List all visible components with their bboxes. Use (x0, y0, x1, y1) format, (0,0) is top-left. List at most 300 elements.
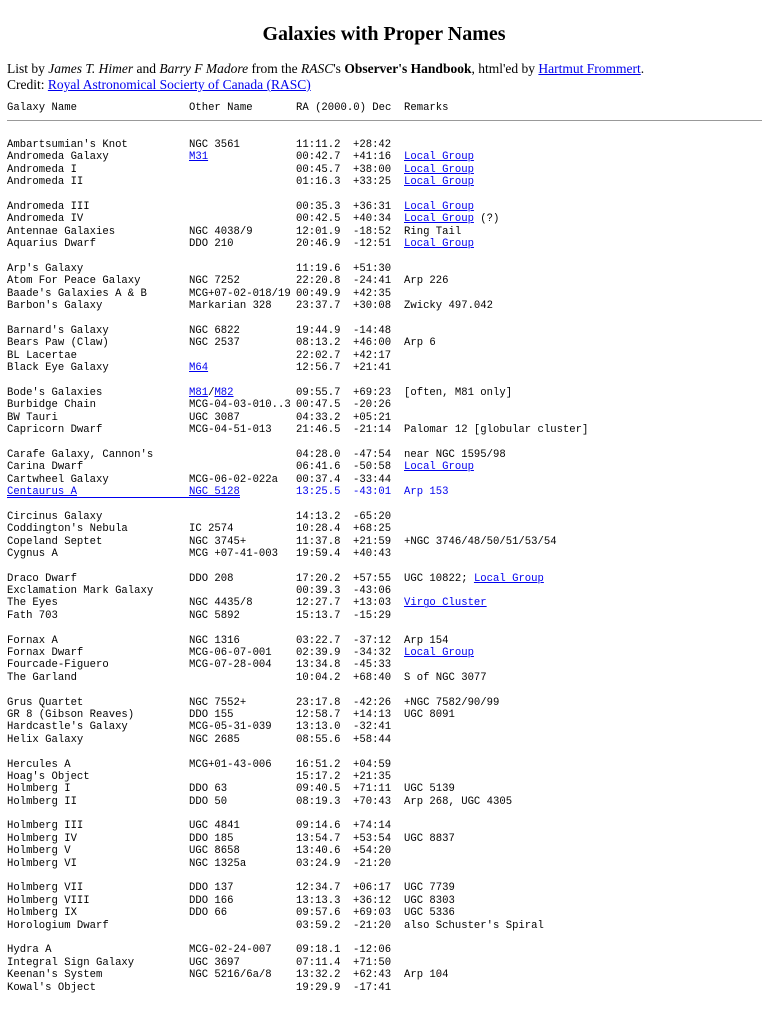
other-name: NGC 3745+ (189, 535, 247, 548)
table-row (0, 659, 768, 671)
remarks-text: UGC 5336 (404, 907, 455, 920)
table-row (0, 709, 768, 721)
dec-value: -21:20 (353, 919, 392, 932)
table-row (0, 300, 768, 312)
galaxy-name: Ambartsumian's Knot (7, 139, 128, 151)
ra-value: 11:19.6 (296, 262, 341, 275)
dec-value: -47:54 (353, 448, 392, 461)
galaxy-name: Holmberg V (7, 845, 71, 858)
other-name (189, 362, 208, 374)
ra-value: 09:55.7 (296, 386, 341, 399)
ra-value: 22:02.7 (296, 349, 341, 362)
remarks-text: Arp 268, UGC 4305 (404, 795, 513, 808)
ra-value: 13:34.8 (296, 659, 341, 672)
ra-value: 12:58.7 (296, 708, 341, 721)
other-name: DDO 210 (189, 238, 234, 251)
galaxy-name: Burbidge Chain (7, 399, 97, 412)
ra-value: 03:22.7 (296, 634, 341, 647)
remarks-link[interactable]: Local Group (404, 647, 474, 660)
table-row (0, 597, 768, 609)
table-row (0, 573, 768, 585)
ra-value: 22:20.8 (296, 275, 341, 288)
hartmut-frommert-link[interactable]: Hartmut Frommert (538, 61, 641, 76)
table-row (0, 585, 768, 597)
ra-value: 23:37.7 (296, 300, 341, 313)
other-name-link[interactable]: M64 (189, 362, 209, 375)
ra-value: 19:29.9 (296, 981, 341, 994)
dec-value: -34:32 (353, 647, 392, 660)
remarks (404, 697, 499, 709)
other-name: NGC 4038/9 (189, 225, 253, 238)
galaxy-name: Arp's Galaxy (7, 262, 84, 275)
dec-value: +40:34 (353, 213, 392, 226)
dec-value: +68:40 (353, 671, 392, 684)
dec-value: -21:20 (353, 857, 392, 870)
table-row (0, 226, 768, 238)
table-group (0, 449, 768, 499)
galaxy-name: Fourcade-Figuero (7, 659, 109, 672)
remarks-text: +NGC 7582/90/99 (404, 696, 500, 709)
galaxy-name: Integral Sign Galaxy (7, 956, 135, 969)
table-row (0, 771, 768, 783)
remarks (404, 176, 474, 188)
dec-value: -45:33 (353, 659, 392, 672)
remarks (404, 895, 455, 907)
remarks-text: +NGC 3746/48/50/51/53/54 (404, 535, 557, 548)
remarks (404, 969, 449, 981)
table-row (0, 176, 768, 188)
table-row (0, 412, 768, 424)
other-name: NGC 5128 (189, 485, 240, 498)
ra-value: 09:40.5 (296, 783, 341, 796)
remarks (404, 449, 506, 461)
table-row (0, 895, 768, 907)
dec-value: +57:55 (353, 572, 392, 585)
remarks (404, 337, 436, 349)
remarks (404, 536, 557, 548)
table-row (0, 647, 768, 659)
ra-value: 19:59.4 (296, 547, 341, 560)
galaxy-name: Aquarius Dwarf (7, 238, 97, 251)
ra-value: 08:55.6 (296, 733, 341, 746)
galaxy-table (0, 139, 768, 1006)
other-name: NGC 1325a (189, 857, 247, 870)
remarks-text: Arp 153 (404, 485, 449, 498)
galaxy-name: Antennae Galaxies (7, 225, 116, 238)
dec-value: +54:20 (353, 845, 392, 858)
remarks-link[interactable]: Virgo Cluster (404, 597, 487, 610)
remarks-text: near NGC 1595/98 (404, 448, 506, 461)
ra-value: 11:37.8 (296, 535, 341, 548)
galaxy-name: Keenan's System (7, 969, 103, 982)
page-title: Galaxies with Proper Names (262, 23, 506, 45)
handbook-title: Observer's Handbook (344, 61, 472, 76)
ra-value: 00:35.3 (296, 200, 341, 213)
galaxy-name: Barbon's Galaxy (7, 300, 103, 313)
header-galaxy-name: Galaxy Name (7, 102, 77, 114)
table-group (0, 387, 768, 437)
galaxy-name: Carina Dwarf (7, 461, 84, 474)
other-name: MCG-04-51-013 (189, 423, 272, 436)
remarks (404, 783, 455, 795)
ra-value: 00:37.4 (296, 473, 341, 486)
galaxy-name: Hoag's Object (7, 770, 90, 783)
remarks (404, 151, 474, 163)
remarks-text: also Schuster's Spiral (404, 919, 544, 932)
dec-value: +04:59 (353, 758, 392, 771)
header-divider (7, 120, 762, 121)
dec-value: +21:35 (353, 770, 392, 783)
credits-block (7, 61, 762, 93)
other-name: NGC 1316 (189, 634, 240, 647)
table-row (0, 325, 768, 337)
credits-text: List by (7, 61, 49, 76)
ra-value: 00:47.5 (296, 399, 341, 412)
remarks-link[interactable]: Local Group (473, 572, 544, 585)
dec-value: +36:12 (353, 894, 392, 907)
dec-value: +30:08 (353, 300, 392, 313)
dec-value: +28:42 (353, 139, 392, 151)
dec-value: +68:25 (353, 523, 392, 536)
other-name: NGC 2685 (189, 733, 240, 746)
dec-value: +05:21 (353, 411, 392, 424)
other-name: MCG+01-43-006 (189, 758, 272, 771)
galaxy-name: Copeland Septet (7, 535, 103, 548)
table-row (0, 350, 768, 362)
galaxy-name: Baade's Galaxies A & B (7, 287, 147, 300)
other-name-separator: / (208, 386, 215, 399)
ra-value: 00:49.9 (296, 287, 341, 300)
remarks-link[interactable]: Local Group (404, 200, 474, 213)
dec-value: -42:26 (353, 696, 392, 709)
table-row[interactable] (0, 486, 768, 498)
table-row (0, 362, 768, 374)
table-row (0, 164, 768, 176)
table-row (0, 151, 768, 163)
remarks-text: UGC 8091 (404, 708, 455, 721)
table-row (0, 882, 768, 894)
remarks (404, 907, 455, 919)
table-row (0, 424, 768, 436)
remarks (404, 486, 449, 498)
galaxy-name: Fornax A (7, 634, 58, 647)
dec-value: -37:12 (353, 634, 392, 647)
remarks (404, 213, 499, 225)
table-row (0, 511, 768, 523)
remarks (404, 672, 487, 684)
credits-text: . (640, 61, 645, 76)
other-name: MCG-07-28-004 (189, 659, 272, 672)
remarks (404, 387, 512, 399)
remarks-link[interactable]: Local Group (404, 176, 474, 189)
table-row (0, 474, 768, 486)
dec-value: +06:17 (353, 882, 392, 895)
galaxy-name: Andromeda II (7, 176, 84, 189)
remarks (404, 424, 588, 436)
galaxy-name: Centaurus A (7, 485, 77, 498)
ra-value: 21:46.5 (296, 423, 341, 436)
dec-value: +69:23 (353, 386, 392, 399)
table-group (0, 263, 768, 313)
table-row (0, 907, 768, 919)
dec-value: +21:41 (353, 362, 392, 375)
dec-value: +42:17 (353, 349, 392, 362)
other-name: DDO 155 (189, 708, 234, 721)
table-group (0, 820, 768, 870)
remarks-text: UGC 7739 (404, 882, 455, 895)
table-group (0, 759, 768, 809)
table-row (0, 139, 768, 151)
credits-text: 's (333, 61, 345, 76)
table-row (0, 523, 768, 535)
galaxy-name: Holmberg III (7, 820, 84, 833)
remarks (404, 226, 461, 238)
other-name: DDO 208 (189, 572, 234, 585)
ra-value: 16:51.2 (296, 758, 341, 771)
dec-value: +71:11 (353, 783, 392, 796)
galaxy-name: Holmberg IX (7, 907, 77, 920)
ra-value: 00:45.7 (296, 163, 341, 176)
dec-value: +41:16 (353, 151, 392, 164)
galaxy-name: Hercules A (7, 758, 71, 771)
galaxy-name: BL Lacertae (7, 349, 77, 362)
galaxy-name: Holmberg IV (7, 832, 77, 845)
remarks (404, 238, 474, 250)
remarks-link[interactable]: Local Group (404, 238, 474, 251)
dec-value: -24:41 (353, 275, 392, 288)
ra-value: 17:20.2 (296, 572, 341, 585)
galaxy-name: The Eyes (7, 597, 58, 610)
table-row (0, 201, 768, 213)
galaxy-name: Exclamation Mark Galaxy (7, 585, 154, 598)
table-group (0, 511, 768, 561)
galaxy-name: BW Tauri (7, 411, 58, 424)
remarks (404, 164, 474, 176)
galaxy-name: Andromeda I (7, 163, 77, 176)
ra-value: 09:18.1 (296, 944, 341, 957)
dec-value: -18:52 (353, 225, 392, 238)
remarks-link[interactable]: Local Group (404, 461, 474, 474)
galaxy-name: Fath 703 (7, 609, 58, 622)
galaxy-name: Bode's Galaxies (7, 386, 103, 399)
ra-value: 11:11.2 (296, 139, 341, 151)
dec-value: -50:58 (353, 461, 392, 474)
galaxy-name: Cartwheel Galaxy (7, 473, 109, 486)
galaxy-name: Holmberg II (7, 795, 77, 808)
galaxy-name: Andromeda IV (7, 213, 84, 226)
dec-value: -32:41 (353, 721, 392, 734)
dec-value: +51:30 (353, 262, 392, 275)
table-group (0, 697, 768, 747)
remarks-text: [often, M81 only] (404, 386, 513, 399)
ra-value: 04:28.0 (296, 448, 341, 461)
table-group (0, 635, 768, 685)
table-row (0, 288, 768, 300)
remarks-text: Ring Tail (404, 225, 462, 238)
remarks-text: Arp 226 (404, 275, 449, 288)
dec-value: +36:31 (353, 200, 392, 213)
ra-value: 12:34.7 (296, 882, 341, 895)
remarks-text: UGC 5139 (404, 783, 455, 796)
dec-value: +40:43 (353, 547, 392, 560)
ra-value: 10:04.2 (296, 671, 341, 684)
dec-value: -33:44 (353, 473, 392, 486)
other-name: NGC 4435/8 (189, 597, 253, 610)
other-name: NGC 5216/6a/8 (189, 969, 272, 982)
remarks-text: UGC 8837 (404, 832, 455, 845)
galaxy-name: Holmberg I (7, 783, 71, 796)
galaxy-name: Barnard's Galaxy (7, 324, 109, 337)
table-row (0, 635, 768, 647)
galaxy-name: The Garland (7, 671, 77, 684)
galaxy-name: Kowal's Object (7, 981, 97, 994)
galaxy-name: Carafe Galaxy, Cannon's (7, 448, 154, 461)
ra-value: 13:13.3 (296, 894, 341, 907)
galaxy-name: Helix Galaxy (7, 733, 84, 746)
table-group (0, 944, 768, 994)
dec-value: +14:13 (353, 708, 392, 721)
remarks (404, 461, 474, 473)
table-row (0, 387, 768, 399)
other-name: DDO 66 (189, 907, 228, 920)
galaxy-name: Black Eye Galaxy (7, 362, 109, 375)
other-name: Markarian 328 (189, 300, 272, 313)
other-name: MCG-02-24-007 (189, 944, 272, 957)
ra-value: 10:28.4 (296, 523, 341, 536)
table-group (0, 882, 768, 932)
dec-value: -15:29 (353, 609, 392, 622)
other-name: DDO 166 (189, 894, 234, 907)
galaxy-name: Hydra A (7, 944, 52, 957)
dec-value: -17:41 (353, 981, 392, 994)
other-name-link[interactable]: M31 (189, 151, 209, 164)
other-name (189, 387, 234, 399)
dec-value: +33:25 (353, 176, 392, 189)
dec-value: +53:54 (353, 832, 392, 845)
remarks (404, 920, 544, 932)
table-row (0, 536, 768, 548)
table-row (0, 734, 768, 746)
other-name: MCG +07-41-003 (189, 547, 279, 560)
galaxy-name: Holmberg VIII (7, 894, 90, 907)
dec-value: +74:14 (353, 820, 392, 833)
ra-value: 13:40.6 (296, 845, 341, 858)
rasc-link[interactable]: Royal Astronomical Socierty of Canada (RASC) (47, 77, 311, 92)
other-name: DDO 185 (189, 832, 234, 845)
dec-value: -20:26 (353, 399, 392, 412)
table-row (0, 399, 768, 411)
remarks-link[interactable]: Local Group (404, 151, 474, 164)
galaxy-name: Holmberg VII (7, 882, 84, 895)
header-remarks: Remarks (404, 102, 449, 114)
other-name: IC 2574 (189, 523, 234, 536)
remarks (404, 796, 512, 808)
table-row (0, 610, 768, 622)
remarks-link[interactable]: Local Group (404, 213, 474, 226)
remarks (404, 573, 544, 585)
table-row (0, 461, 768, 473)
dec-value: -14:48 (353, 324, 392, 337)
remarks-link[interactable]: Local Group (404, 163, 474, 176)
other-name: NGC 2537 (189, 337, 240, 350)
table-group (0, 201, 768, 251)
galaxy-name: Bears Paw (Claw) (7, 337, 109, 350)
dec-value: +42:35 (353, 287, 392, 300)
other-name: NGC 3561 (189, 139, 240, 151)
ra-value: 00:42.5 (296, 213, 341, 226)
ra-value: 09:14.6 (296, 820, 341, 833)
other-name: DDO 50 (189, 795, 228, 808)
table-row (0, 263, 768, 275)
dec-value: +58:44 (353, 733, 392, 746)
ra-value: 19:44.9 (296, 324, 341, 337)
credits-line-1 (7, 61, 762, 77)
ra-value: 03:24.9 (296, 857, 341, 870)
ra-value: 09:57.6 (296, 907, 341, 920)
table-row (0, 721, 768, 733)
remarks (404, 300, 493, 312)
remarks-text: Palomar 12 [globular cluster] (404, 423, 589, 436)
ra-value: 08:13.2 (296, 337, 341, 350)
galaxy-name: Horologium Dwarf (7, 919, 109, 932)
remarks (404, 275, 449, 287)
table-row (0, 920, 768, 932)
galaxy-name: Grus Quartet (7, 696, 84, 709)
ra-value: 07:11.4 (296, 956, 341, 969)
ra-value: 08:19.3 (296, 795, 341, 808)
other-name: DDO 137 (189, 882, 234, 895)
dec-value: -43:06 (353, 585, 392, 598)
remarks-text: Zwicky 497.042 (404, 300, 494, 313)
dec-value: -21:14 (353, 423, 392, 436)
dec-value: -12:51 (353, 238, 392, 251)
other-name-link[interactable]: M81 (189, 386, 209, 399)
galaxy-name: Draco Dwarf (7, 572, 77, 585)
remarks (404, 635, 449, 647)
galaxy-name: Hardcastle's Galaxy (7, 721, 128, 734)
table-row (0, 449, 768, 461)
credits-text: , html'ed by (471, 61, 539, 76)
galaxy-name: Circinus Galaxy (7, 510, 103, 523)
remarks (404, 647, 474, 659)
other-name: DDO 63 (189, 783, 228, 796)
dec-value: +71:50 (353, 956, 392, 969)
ra-value: 12:56.7 (296, 362, 341, 375)
table-header (0, 101, 768, 115)
author-james-himer: James T. Himer (48, 61, 134, 76)
ra-value: 01:16.3 (296, 176, 341, 189)
galaxy-name: Cygnus A (7, 547, 58, 560)
remarks (404, 597, 487, 609)
ra-value: 12:27.7 (296, 597, 341, 610)
ra-value: 14:13.2 (296, 510, 341, 523)
ra-value: 13:32.2 (296, 969, 341, 982)
ra-value: 13:13.0 (296, 721, 341, 734)
table-row (0, 833, 768, 845)
table-row (0, 238, 768, 250)
dec-value: +69:03 (353, 907, 392, 920)
other-name: MCG-04-03-010..3 (189, 399, 291, 412)
table-row (0, 697, 768, 709)
ra-value: 02:39.9 (296, 647, 341, 660)
other-name: MCG+07-02-018/19 (189, 287, 291, 300)
credits-text: from the (248, 61, 301, 76)
credits-text: and (133, 61, 160, 76)
other-name-link[interactable]: M82 (214, 386, 234, 399)
header-other-name: Other Name (189, 102, 253, 114)
remarks (404, 833, 455, 845)
other-name: UGC 3087 (189, 411, 240, 424)
